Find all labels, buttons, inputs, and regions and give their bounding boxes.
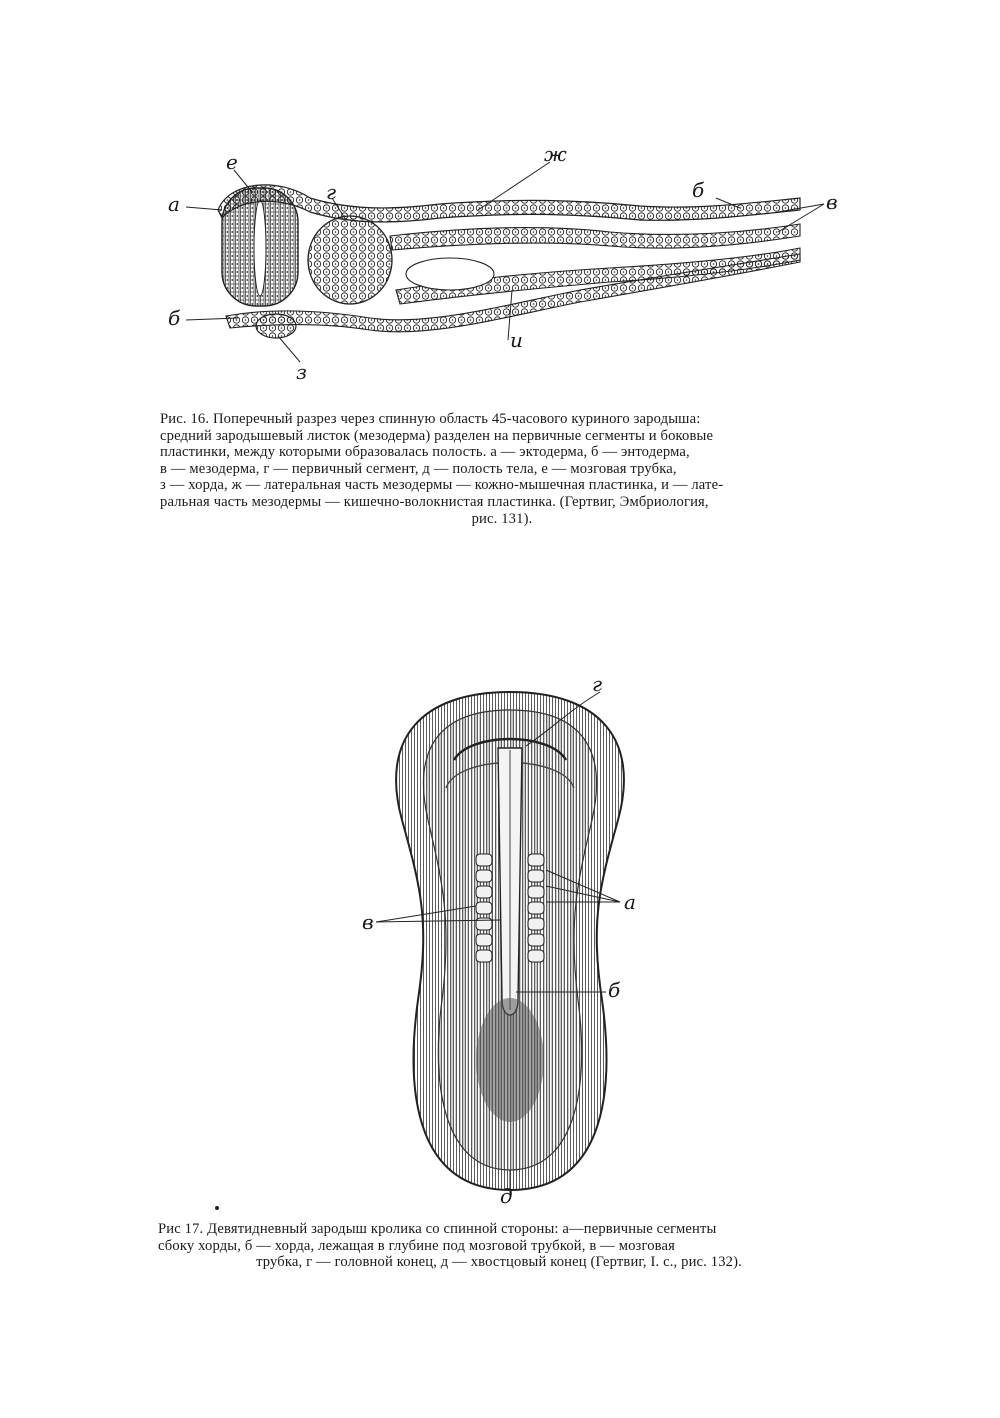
caption-line: средний зародышевый листок (мезодерма) разделен на первичные сегменты и боковые	[160, 427, 714, 444]
caption-line: Рис 17. Девятидневный зародыш кролика со спинной стороны: а—первичные сегменты	[158, 1221, 717, 1237]
somite	[308, 216, 392, 304]
label-g: г	[326, 180, 337, 204]
notochord	[256, 314, 296, 338]
label-g: г	[592, 672, 603, 696]
label-z: з	[296, 360, 307, 384]
label-v: в	[362, 910, 374, 934]
figure-16-caption	[160, 411, 844, 527]
label-a: а	[624, 890, 636, 914]
figure-16-drawing	[160, 140, 860, 400]
label-b: б	[608, 978, 621, 1002]
caption-line: в — мезодерма, г — первичный сегмент, д — полость тела, е — мозговая трубка,	[160, 460, 677, 477]
caption-line: ральная часть мезодермы — кишечно-волокнистая пластинка. (Гертвиг, Эмбриология,	[160, 493, 709, 510]
label-b-lower: б	[168, 306, 181, 330]
label-b-upper: б	[692, 178, 705, 202]
figure-17-drawing	[350, 670, 670, 1210]
body-cavity	[406, 258, 494, 290]
label-d: д	[500, 1184, 513, 1208]
somatic-mesoderm	[390, 224, 800, 250]
caption-line: трубка, г — головной конец, д — хвостцовый конец (Гертвиг, I. с., рис. 132).	[256, 1254, 742, 1271]
caption-line: сбоку хорды, б — хорда, лежащая в глубине под мозговой трубкой, в — мозговая	[158, 1237, 676, 1254]
label-zh: ж	[544, 142, 567, 166]
caption-line: рис. 131).	[471, 510, 533, 527]
figure-17-caption	[158, 1221, 840, 1271]
label-v: в	[826, 190, 838, 214]
tail-region	[476, 998, 544, 1122]
figure-17-illustration	[350, 670, 670, 1210]
ink-dot	[215, 1206, 219, 1210]
label-e: е	[226, 150, 238, 174]
caption-line: пластинки, между которыми образовалась полость. а — эктодерма, б — энтодерма,	[160, 444, 690, 461]
caption-line: Рис. 16. Поперечный разрез через спинную область 45-часового куриного зародыша:	[160, 411, 701, 427]
ectoderm-layer	[218, 185, 800, 222]
label-a: а	[168, 192, 180, 216]
label-i: и	[510, 328, 523, 352]
caption-line: з — хорда, ж — латеральная часть мезодермы — кожно-мышечная пластинка, и — лате-	[160, 477, 724, 494]
figure-16-illustration	[160, 140, 860, 400]
